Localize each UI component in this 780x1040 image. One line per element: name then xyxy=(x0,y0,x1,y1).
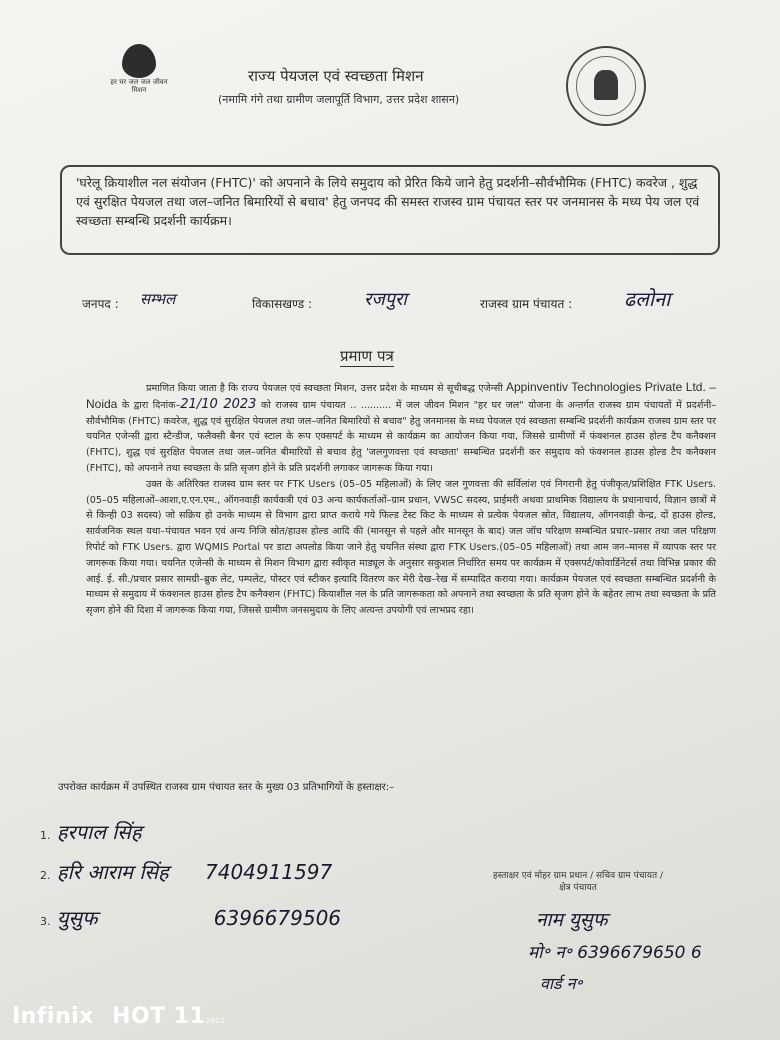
har-ghar-jal-logo xyxy=(104,44,174,94)
participant-2-name: हरि आराम सिंह xyxy=(56,860,169,884)
watermark-year: 2022 xyxy=(205,1017,226,1025)
participant-2-num: 2. xyxy=(40,869,51,882)
participant-3-name: युसुफ xyxy=(56,906,98,930)
certificate-title: प्रमाण पत्र xyxy=(340,347,394,365)
agency-name: Appinventiv Technologies Private Ltd. – Noida xyxy=(86,380,717,411)
logo-left-text: हर घर जल जल जीवन मिशन xyxy=(110,78,168,94)
event-date: 21/10 2023 xyxy=(180,396,257,412)
authority-name: नाम युसुफ xyxy=(536,909,608,931)
para-1 xyxy=(86,380,716,477)
participant-2 xyxy=(40,858,332,885)
certificate-body xyxy=(86,380,716,619)
para-1-b: के द्वारा दिनांक– xyxy=(121,399,181,411)
up-government-seal xyxy=(566,46,646,126)
participant-3-phone: 6396679506 xyxy=(213,906,342,930)
district-value: सम्भल xyxy=(140,290,176,308)
authority-mobile: मो॰ न॰ 6396679650 6 xyxy=(528,943,702,963)
emblem-icon xyxy=(594,70,618,100)
para-2: उक्त के अतिरिक्त राजस्व ग्राम स्तर पर FTK Users (05–05 महिलाओं) के लिए जल गुणवत्ता की सर्विलांश एवं निगरानी हेतु पंजीकृत/प्रशिक्षित FTK Users.(05–05 महिलाओं–आशा,ए.एन.एम., ऑगनवाड़ी कार्यकत्री एवं 03 अन्य कार्यकर्ताओं–ग्राम प्रधान, VWSC सदस्य, प्राईमरी अथवा प्राथमिक विद्यालय के प्रधानाचार्य, विज्ञान छात्रों में से किन्ही 03 सदस्य) जो सक्रिय हो उनके माध्यम से विभाग द्वारा प्राप्त कराये गये फिल्ड टेस्ट किट के माध्यम से प्रत्येक पेयजल स्रोत, विद्यालय, ऑगनवाड़ी केन्द्र, दों हाउस होल्ड, सार्वजनिक स्थल यथा–पंचायत भवन एवं अन्य निजि स्रोत/हाउस होल्ड आदि की (मानसून से पहले और मानसून के बाद) जल जॉच परिक्षण सम्बन्धित प्रचार–प्रसार तथा जल परिक्षण रिपोर्ट को FTK Users. द्वारा WQMIS Portal पर डाटा अपलोड किया जाने हेतु चयनित संस्था द्वारा FTK Users.(05–05 महिलाओं) तथा आम जन–मानस में व्यापक स्तर पर जागरूक किया गया। चयनित एजेन्सी के माध्यम से मिशन विभाग द्वारा स्वीकृत माड्यूल के अनुसार सकुशल निर्धारित समय पर कार्यक्रम में एक्सपर्ट/कोवार्डिनेटर्स तथा विभिन्न प्रकार की आई. ई. सी./प्रचार प्रसार सामग्री–ब्रुक लेट, पम्पलेट, पोस्टर एवं स्टीकर इत्यादि वितरण कर मेरी देख–रेख में सम्पादित कराया गया। कार्यक्रम पेयजल एवं स्वच्छता सम्बन्धित प्रदर्शनी के माध्यम से समुदाय में फंक्शनल हाउस होल्ड टैप कनैक्शन (FHTC) कियाशील नल के प्रति जागरूकता को अपनाने तथा स्वच्छता के प्रति सृजग होने के बहेतर लाभ तथा स्वच्छता के प्रति सृजग होने की दिशा में जागरूक किया गया, जिससे ग्रामीण जनसमुदाय के लिए अत्यन्त उपयोगी एवं लाभप्रद रहा। xyxy=(86,478,716,617)
org-title: राज्य पेयजल एवं स्वच्छता मिशन xyxy=(248,67,424,85)
watermark-model: HOT 11 xyxy=(112,1004,206,1029)
camera-watermark xyxy=(12,1004,225,1029)
authority-label: हस्ताक्षर एवं मोहर ग्राम प्रधान / सचिव ग्राम पंचायत / क्षेत्र पंचायत xyxy=(492,871,664,893)
block-label: विकासखण्ड : xyxy=(252,297,313,311)
participant-1-name: हरपाल सिंह xyxy=(56,820,142,844)
participant-2-phone: 7404911597 xyxy=(205,860,333,884)
block-value: रजपुरा xyxy=(364,289,407,310)
participant-3-num: 3. xyxy=(40,915,51,928)
authority-ward: वार्ड न॰ xyxy=(540,974,583,993)
participants-intro: उपरोक्त कार्यक्रम में उपस्थित राजस्व ग्राम पंचायत स्तर के मुख्य 03 प्रतिभागियों के हस्ताक्षर:– xyxy=(58,782,395,793)
water-drop-icon xyxy=(122,44,156,78)
org-subtitle: (नमामि गंगे तथा ग्रामीण जलापूर्ति विभाग, उत्तर प्रदेश शासन) xyxy=(218,93,460,106)
district-label: जनपद : xyxy=(82,297,119,311)
watermark-brand: Infinix xyxy=(12,1004,94,1029)
participant-1-num: 1. xyxy=(40,829,51,842)
gp-label: राजस्व ग्राम पंचायत : xyxy=(480,297,573,311)
gp-value: ढलोना xyxy=(624,287,671,311)
participant-3 xyxy=(40,904,341,931)
program-box-text: 'घरेलू क्रियाशील नल संयोजन (FHTC)' को अपनाने के लिये समुदाय को प्रेरित किये जाने हेतु प्रदर्शनी–सौर्वभौमिक (FHTC) कवरेज , शुद्ध एवं सुरक्षित पेयजल तथा जल–जनित बिमारियों से बचाव' हेतु जनपद की समस्त राजस्व ग्राम पंचायत स्तर पर जनमानस के मध्य पेय जल एवं स्वच्छता सम्बन्धि प्रदर्शनी कार्यक्रम। xyxy=(76,175,700,228)
program-box xyxy=(60,165,720,255)
para-1-c: को राजस्व ग्राम पंचायत .. .......... में जल जीवन मिशन "हर घर जल" योजना के अन्तर्गत राजस्व ग्राम पंचायतों में प्रदर्शनी–सौर्वभौमिक (FHTC) कवरेज, शुद्ध एवं सुरक्षित पेयजल तथा जल–जनित बिमारियों से बचाव" हेतु जनमानस के मध्य पेयजल एवं स्वच्छता सम्बन्धि प्रदर्शनी कार्यक्रम राजस्व ग्राम स्तर पर चयनित एजेन्सी द्वारा स्टैन्डीज, फलैक्सी बैनर एवं स्टाल के रूप एक्सपर्ट के माध्यम से कार्यक्रम का आयोजन किया गया, जिससे ग्रामीणों में फंक्शनल हाउस होल्ड टैप कनैक्शन (FHTC), शुद्ध एवं सुरक्षित पेयजल तथा जल–जनित बीमारियों से बचाव हेतु 'जलगुणवत्ता एवं स्वच्छता' सम्बन्धित प्रदर्शनी कर समुदाय को फंक्शनल हाउस होल्ड टैप कनैक्शन (FHTC), को अपनाने तथा स्वच्छता के प्रति सृजग होने के प्रति प्रदर्शनी लगाकर जागरूक किया गया। xyxy=(86,399,716,474)
para-1-a: प्रमाणित किया जाता है कि राज्य पेयजल एवं स्वच्छता मिशन, उत्तर प्रदेश के माध्यम से सूचीबद्ध एजेन्सी xyxy=(146,383,503,394)
participant-1 xyxy=(40,818,141,845)
